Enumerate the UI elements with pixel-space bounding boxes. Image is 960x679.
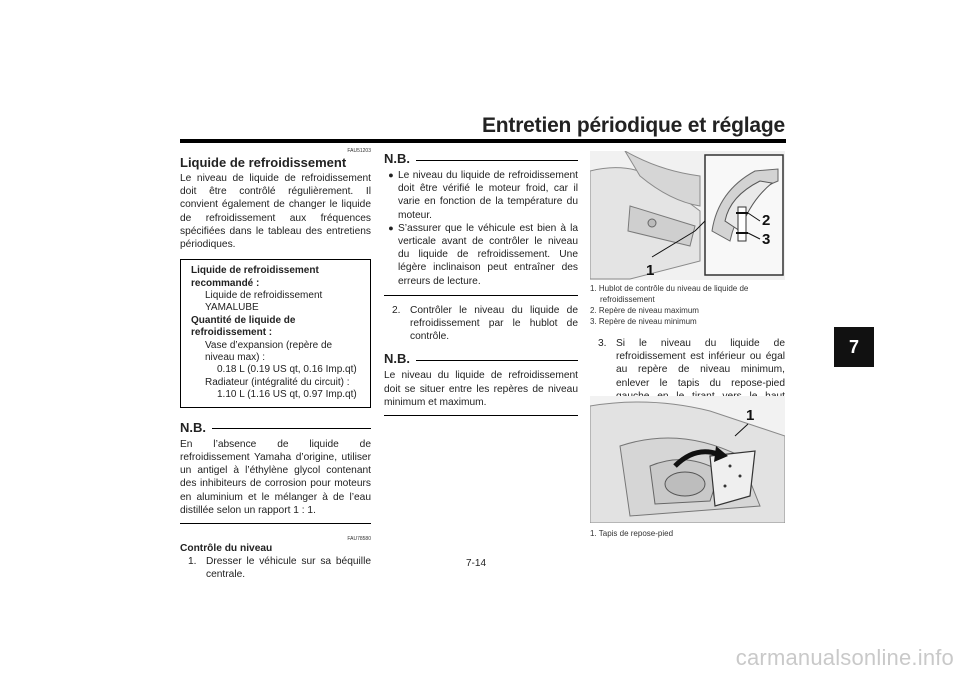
coolant-sight-glass-drawing — [590, 151, 785, 280]
spec-recommended-label: Liquide de refroidissement recommandé : — [191, 265, 319, 289]
nb-end-rule — [180, 523, 371, 524]
intro-paragraph: Le niveau de liquide de refroidissement doit être contrôlé régulièrement. Il convient également de changer le liquide de refroidissement aux fréquences spécifiées dans le tableau des entretiens périodiques. — [180, 173, 371, 251]
column-2 — [384, 151, 578, 416]
fig2-caption: 1. Tapis de repose-pied — [590, 529, 674, 538]
fig1-caption: 2. Repère de niveau maximum — [590, 306, 699, 315]
header-rule — [180, 139, 786, 143]
nb-end-rule-2 — [384, 295, 578, 296]
spec-reservoir-label: Vase d’expansion (repère de niveau max) : — [205, 339, 333, 364]
nb-heading-2: N.B. — [384, 151, 578, 166]
figure-1-captions — [590, 283, 786, 327]
chapter-tab[interactable]: 7 — [834, 327, 874, 367]
fig1-callout-3: 3 — [762, 231, 771, 248]
spec-reservoir-value: 0.18 L (0.19 US qt, 0.16 Imp.qt) — [217, 364, 357, 376]
fig1-callout-1: 1 — [646, 262, 655, 279]
step-2: 2. Contrôler le niveau du liquide de refroidissement par le hublot de contrôle. — [392, 304, 578, 343]
bullet-item: ● Le niveau du liquide de refroidissement doit être vérifié le moteur froid, car il varie en fonction de la température du moteur. — [388, 170, 578, 221]
nb-paragraph: En l’absence de liquide de refroidissement Yamaha d’origine, utiliser un antigel à l’éthylène glycol contenant des inhibiteurs de corrosion pour moteurs en aluminium et le mélanger à de l’eau distillée selon un rapport 1 : 1. — [180, 438, 371, 516]
figure-2-captions — [590, 528, 786, 539]
fig2-callout-1: 1 — [746, 407, 755, 424]
column-1 — [180, 148, 371, 581]
reference-code-2: FAU78580 — [347, 535, 371, 542]
section-title: Liquide de refroidissement — [180, 155, 347, 170]
nb-paragraph-2: Le niveau du liquide de refroidissement doit se situer entre les repères de niveau minimum et maximum. — [384, 370, 578, 408]
reference-code: FAU51203 — [347, 148, 371, 154]
page-number: 7-14 — [466, 558, 487, 569]
spec-radiator-label: Radiateur (intégralité du circuit) : — [205, 376, 350, 388]
spec-quantity-label: Quantité de liquide de refroidissement : — [191, 314, 296, 339]
spec-recommended-value: Liquide de refroidissement YAMALUBE — [205, 290, 323, 314]
step-3: 3. Si le niveau du liquide de refroidissement est inférieur ou égal au repère de niveau minimum, enlever le tapis du repose-pied — [598, 338, 785, 389]
nb-end-rule-3 — [384, 415, 578, 416]
step-1: 1. Dresser le véhicule sur sa béquille centrale. — [188, 555, 371, 581]
fig1-caption: 3. Repère de niveau minimum — [590, 317, 697, 326]
spec-radiator-value: 1.10 L (1.16 US qt, 0.97 Imp.qt) — [217, 389, 357, 401]
nb-heading: N.B. — [180, 420, 371, 435]
watermark-text: carmanualsonline.info — [735, 645, 954, 670]
fig1-callout-2: 2 — [762, 212, 771, 229]
footrest-mat-illustration — [590, 396, 785, 523]
spec-box — [180, 259, 371, 407]
bullet-item: ● S’assurer que le véhicule est bien à la verticale avant de contrôler le niveau du liquide de refroidissement. Une légère inclinaison peut entraîner des erreurs de lecture. — [388, 222, 578, 287]
subsection-title: Contrôle du niveau — [180, 542, 273, 554]
coolant-sight-glass-illustration — [590, 151, 785, 280]
page-title: Entretien périodique et réglage — [481, 114, 785, 137]
fig1-caption: 1. Hublot de contrôle du niveau de liquide de refroidissement — [590, 284, 749, 304]
nb-heading-3: N.B. — [384, 351, 578, 366]
footrest-mat-drawing — [590, 396, 785, 523]
